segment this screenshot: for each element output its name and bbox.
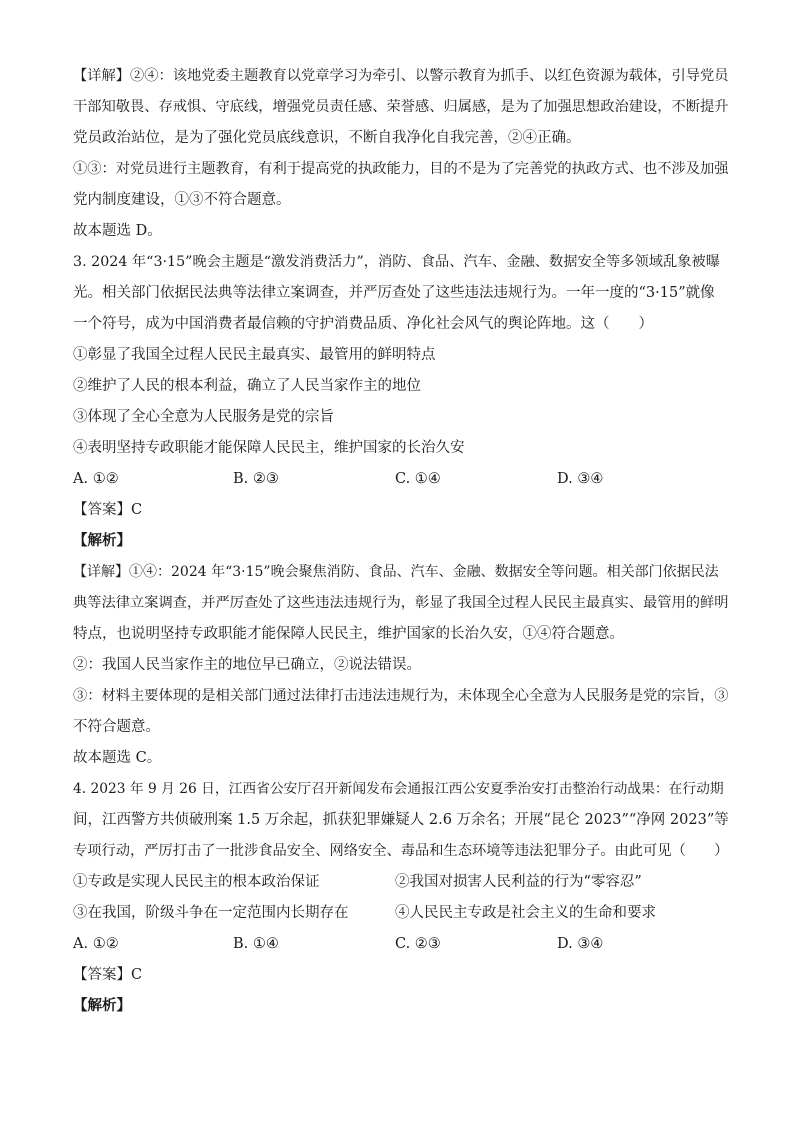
statement-item: ④人民民主专政是社会主义的生命和要求: [395, 905, 656, 921]
text-line: ②：我国人民当家作主的地位早已确立，②说法错误。: [73, 657, 421, 673]
question-stem: 间，江西警方共侦破刑案 1.5 万余起，抓获犯罪嫌疑人 2.6 万余名；开展“昆仑 2023”“净网 2023”等: [73, 812, 729, 828]
answer-options: [73, 934, 729, 954]
statement-item: ①彰显了我国全过程人民民主最真实、最管用的鲜明特点: [73, 347, 436, 363]
text-line: 【详解】②④：该地党委主题教育以党章学习为牵引、以警示教育为抓手、以红色资源为载体，引导党员: [73, 68, 729, 84]
conclusion-line: 故本题选 D。: [73, 223, 162, 239]
text-line: 特点，也说明坚持专政职能才能保障人民民主，维护国家的长治久安，①④符合题意。: [73, 626, 624, 642]
statement-item: ①专政是实现人民民主的根本政治保证: [73, 874, 320, 890]
option-c: C. ②③: [395, 936, 441, 952]
question-stem: 3. 2024 年“3·15”晚会主题是“激发消费活力”，消防、食品、汽车、金融、数据安全等多领域乱象被曝: [73, 254, 721, 270]
statement-item: ②维护了人民的根本利益，确立了人民当家作主的地位: [73, 378, 421, 394]
conclusion-line: 故本题选 C。: [73, 750, 162, 766]
option-b: B. ②③: [233, 471, 279, 487]
option-b: B. ①④: [233, 936, 279, 952]
question-stem: 光。相关部门依据民法典等法律立案调查，并严厉查处了这些违法违规行为。一年一度的“3·15”就像: [73, 285, 715, 301]
text-line: 干部知敬畏、存戒惧、守底线，增强党员责任感、荣誉感、归属感，是为了加强思想政治建设，不断提升: [73, 99, 729, 115]
answer-line: 【答案】C: [73, 502, 143, 518]
answer-line: 【答案】C: [73, 967, 143, 983]
statement-row: [73, 872, 729, 892]
option-c: C. ①④: [395, 471, 441, 487]
option-a: A. ①②: [73, 471, 119, 487]
statement-item: ③体现了全心全意为人民服务是党的宗旨: [73, 409, 334, 425]
statement-row: [73, 903, 729, 923]
option-d: D. ③④: [557, 936, 604, 952]
question-stem: 专项行动，严厉打击了一批涉食品安全、网络安全、毒品和生态环境等违法犯罪分子。由此可见（ ）: [73, 843, 729, 859]
text-line: 【详解】①④：2024 年“3·15”晚会聚焦消防、食品、汽车、金融、数据安全等问题。相关部门依据民法: [73, 564, 719, 580]
option-d: D. ③④: [557, 471, 604, 487]
statement-item: ③在我国，阶级斗争在一定范围内长期存在: [73, 905, 349, 921]
answer-options: [73, 469, 729, 489]
question-stem: 4. 2023 年 9 月 26 日，江西省公安厅召开新闻发布会通报江西公安夏季治安打击整治行动战果：在行动期: [73, 781, 724, 797]
question-stem: 一个符号，成为中国消费者最信赖的守护消费品质、净化社会风气的舆论阵地。这（ ）: [73, 316, 653, 332]
text-line: ①③：对党员进行主题教育，有利于提高党的执政能力，目的不是为了完善党的执政方式、也不涉及加强: [73, 161, 729, 177]
analysis-heading: 【解析】: [73, 997, 131, 1014]
text-line: 党内制度建设，①③不符合题意。: [73, 192, 291, 208]
text-line: 不符合题意。: [73, 719, 160, 735]
text-line: 典等法律立案调查，并严厉查处了这些违法违规行为，彰显了我国全过程人民民主最真实、最管用的鲜明: [73, 595, 729, 611]
text-line: 党员政治站位，是为了强化党员底线意识，不断自我净化自我完善，②④正确。: [73, 130, 581, 146]
statement-item: ②我国对损害人民利益的行为“零容忍”: [395, 874, 642, 890]
option-a: A. ①②: [73, 936, 119, 952]
analysis-heading: 【解析】: [73, 532, 131, 549]
text-line: ③：材料主要体现的是相关部门通过法律打击违法违规行为，未体现全心全意为人民服务是党的宗旨，③: [73, 688, 729, 704]
statement-item: ④表明坚持专政职能才能保障人民民主，维护国家的长治久安: [73, 440, 465, 456]
